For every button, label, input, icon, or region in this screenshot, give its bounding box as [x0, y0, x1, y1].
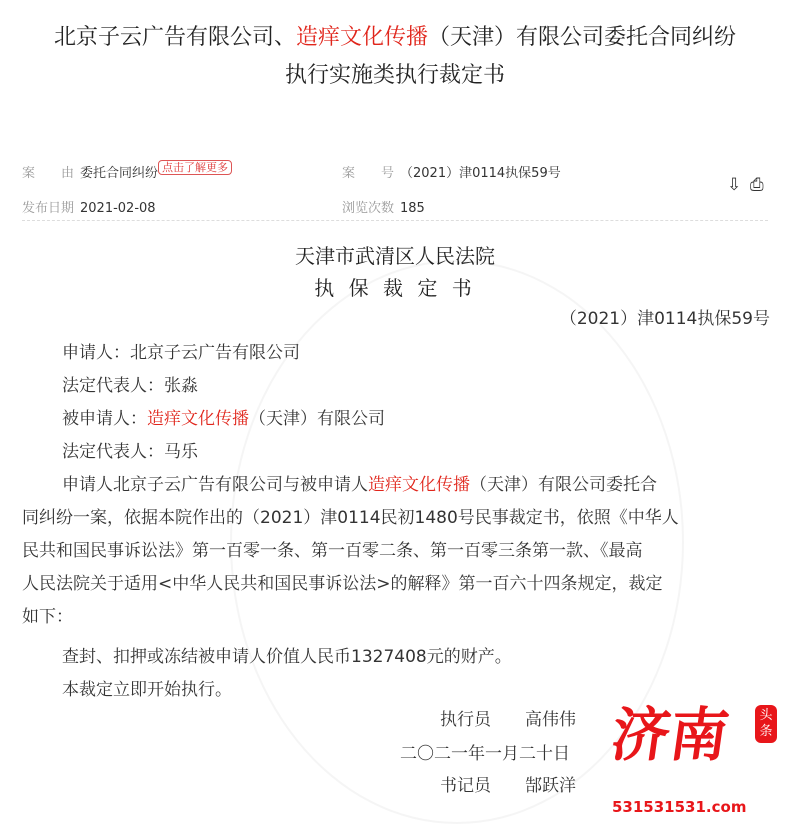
learn-more-button[interactable]: 点击了解更多: [158, 160, 232, 175]
ruling-date: 二〇二一年一月二十日: [400, 744, 570, 764]
applicant-representative: 法定代表人：张淼: [62, 376, 198, 396]
views-field: 浏览次数 185: [342, 201, 425, 216]
document-case-number: （2021）津0114执保59号: [559, 309, 770, 329]
print-icon[interactable]: ⎙: [750, 175, 764, 195]
ruling-effect: 本裁定立即开始执行。: [62, 680, 232, 700]
cause-field: 案 由 委托合同纠纷 $^{点击了解更多}$: [22, 162, 232, 181]
watermark-url: 531531531.com: [612, 798, 747, 816]
court-name: 天津市武清区人民法院: [295, 244, 495, 268]
case-number-field: 案 号 （2021）津0114执保59号: [342, 166, 561, 181]
applicant: 申请人：北京子云广告有限公司: [62, 343, 300, 363]
executor: 执行员 高伟伟: [440, 710, 576, 730]
ruling-line: 人民法院关于适用<中华人民共和国民事诉讼法>的解释》第一百六十四条规定，裁定: [22, 574, 663, 594]
page-title: 北京子云广告有限公司、造痒文化传播（天津）有限公司委托合同纠纷: [53, 25, 737, 50]
respondent: 被申请人：造痒文化传播（天津）有限公司: [62, 409, 385, 429]
ruling-paragraph: 申请人北京子云广告有限公司与被申请人造痒文化传播（天津）有限公司委托合: [62, 475, 657, 495]
toutiao-badge: 头条: [755, 705, 777, 743]
page-subtitle: 执行实施类执行裁定书: [284, 63, 505, 88]
clerk: 书记员 郜跃洋: [440, 776, 576, 796]
ruling-line: 民共和国民事诉讼法》第一百零一条、第一百零二条、第一百零三条第一款、《最高: [22, 541, 643, 561]
ruling-line: 如下：: [22, 607, 73, 627]
publish-date-field: 发布日期 2021-02-08: [22, 201, 156, 216]
respondent-representative: 法定代表人：马乐: [62, 442, 198, 462]
download-icon[interactable]: ⇩: [727, 175, 742, 195]
divider: [22, 220, 768, 221]
document-type: 执 保 裁 定 书: [314, 276, 476, 300]
ruling-line: 同纠纷一案，依据本院作出的（2021）津0114民初1480号民事裁定书，依照《中华人: [22, 508, 679, 528]
ruling-decision: 查封、扣押或冻结被申请人价值人民币1327408元的财产。: [62, 647, 512, 667]
jinan-logo-watermark: 济南: [607, 701, 733, 769]
